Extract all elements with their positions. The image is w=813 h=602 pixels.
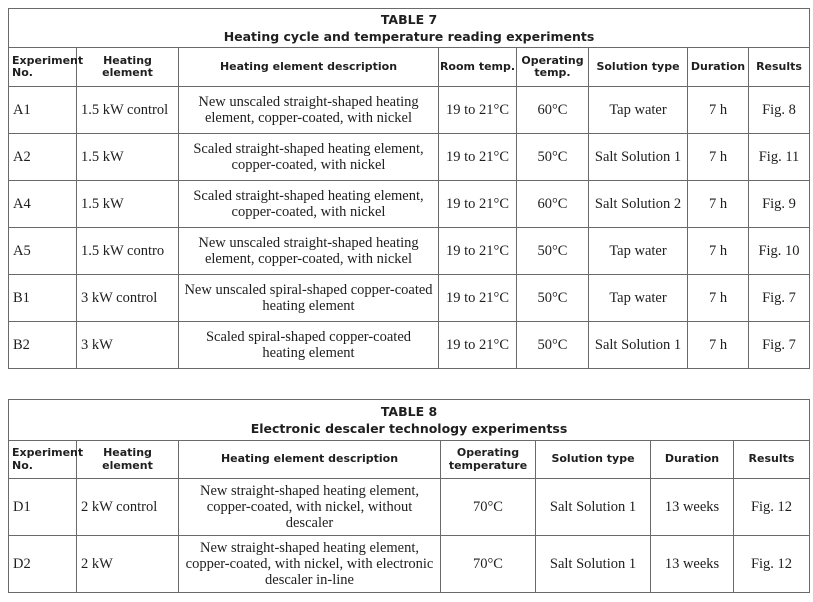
cell-heating-element: 1.5 kW: [77, 181, 179, 228]
header-row: [9, 48, 810, 87]
cell-room-temp: 19 to 21°C: [439, 134, 517, 181]
cell-results: Fig. 9: [749, 181, 810, 228]
col-header-description: Heating element description: [179, 441, 441, 479]
cell-operating-temp: 60°C: [517, 181, 589, 228]
cell-results: Fig. 7: [749, 275, 810, 322]
col-header-experiment-no: Experiment No.: [9, 441, 77, 479]
cell-experiment-no: A1: [9, 87, 77, 134]
cell-solution-type: Tap water: [589, 228, 688, 275]
col-header-duration: Duration: [651, 441, 734, 479]
col-header-results: Results: [749, 48, 810, 87]
col-header-results: Results: [734, 441, 810, 479]
col-header-duration: Duration: [688, 48, 749, 87]
table-row: [9, 181, 810, 228]
cell-experiment-no: A5: [9, 228, 77, 275]
table-caption: [9, 400, 810, 441]
cell-duration: 13 weeks: [651, 536, 734, 593]
cell-operating-temp: 50°C: [517, 275, 589, 322]
cell-heating-element: 1.5 kW contro: [77, 228, 179, 275]
cell-duration: 13 weeks: [651, 479, 734, 536]
cell-solution-type: Salt Solution 1: [589, 322, 688, 369]
table-subtitle: Heating cycle and temperature reading experiments: [223, 29, 595, 44]
cell-duration: 7 h: [688, 87, 749, 134]
header-row: [9, 441, 810, 479]
col-header-room-temp: Room temp.: [439, 48, 517, 87]
table-caption: [9, 9, 810, 48]
cell-description: Scaled straight-shaped heating element, copper-coated, with nickel: [179, 181, 439, 228]
cell-solution-type: Salt Solution 1: [536, 479, 651, 536]
cell-duration: 7 h: [688, 228, 749, 275]
cell-room-temp: 19 to 21°C: [439, 87, 517, 134]
cell-operating-temp: 60°C: [517, 87, 589, 134]
cell-experiment-no: A2: [9, 134, 77, 181]
cell-results: Fig. 12: [734, 536, 810, 593]
cell-operating-temp: 50°C: [517, 134, 589, 181]
cell-duration: 7 h: [688, 275, 749, 322]
cell-heating-element: 1.5 kW control: [77, 87, 179, 134]
col-header-operating-temp: Operating temp.: [517, 48, 589, 87]
table-row: [9, 275, 810, 322]
cell-operating-temperature: 70°C: [441, 536, 536, 593]
cell-experiment-no: A4: [9, 181, 77, 228]
cell-results: Fig. 8: [749, 87, 810, 134]
cell-solution-type: Salt Solution 2: [589, 181, 688, 228]
cell-description: New straight-shaped heating element, copper-coated, with nickel, without descaler: [179, 479, 441, 536]
cell-solution-type: Tap water: [589, 275, 688, 322]
cell-room-temp: 19 to 21°C: [439, 228, 517, 275]
table-8: [8, 399, 810, 593]
cell-description: New straight-shaped heating element, copper-coated, with nickel, with electronic descaler in-line: [179, 536, 441, 593]
cell-description: New unscaled straight-shaped heating element, copper-coated, with nickel: [179, 87, 439, 134]
cell-experiment-no: B2: [9, 322, 77, 369]
cell-description: Scaled straight-shaped heating element, copper-coated, with nickel: [179, 134, 439, 181]
col-header-solution-type: Solution type: [589, 48, 688, 87]
cell-description: New unscaled spiral-shaped copper-coated heating element: [179, 275, 439, 322]
table-caption-row: [9, 400, 810, 441]
table-row: [9, 134, 810, 181]
cell-room-temp: 19 to 21°C: [439, 322, 517, 369]
cell-heating-element: 3 kW control: [77, 275, 179, 322]
table-title: TABLE 7: [380, 12, 438, 27]
cell-experiment-no: D1: [9, 479, 77, 536]
col-header-solution-type: Solution type: [536, 441, 651, 479]
cell-experiment-no: B1: [9, 275, 77, 322]
cell-solution-type: Salt Solution 1: [589, 134, 688, 181]
cell-experiment-no: D2: [9, 536, 77, 593]
cell-solution-type: Salt Solution 1: [536, 536, 651, 593]
cell-operating-temp: 50°C: [517, 322, 589, 369]
table-row: [9, 322, 810, 369]
table-row: [9, 479, 810, 536]
col-header-heating-element: Heating element: [77, 441, 179, 479]
cell-operating-temperature: 70°C: [441, 479, 536, 536]
table-row: [9, 87, 810, 134]
cell-heating-element: 2 kW: [77, 536, 179, 593]
cell-results: Fig. 11: [749, 134, 810, 181]
table-title: TABLE 8: [380, 404, 438, 419]
col-header-heating-element: Heating element: [77, 48, 179, 87]
cell-description: New unscaled straight-shaped heating element, copper-coated, with nickel: [179, 228, 439, 275]
cell-heating-element: 1.5 kW: [77, 134, 179, 181]
cell-solution-type: Tap water: [589, 87, 688, 134]
cell-description: Scaled spiral-shaped copper-coated heating element: [179, 322, 439, 369]
table-row: [9, 228, 810, 275]
cell-duration: 7 h: [688, 134, 749, 181]
cell-heating-element: 2 kW control: [77, 479, 179, 536]
cell-duration: 7 h: [688, 181, 749, 228]
cell-results: Fig. 7: [749, 322, 810, 369]
table-caption-row: [9, 9, 810, 48]
col-header-experiment-no: Experiment No.: [9, 48, 77, 87]
col-header-description: Heating element description: [179, 48, 439, 87]
col-header-operating-temperature: Operating temperature: [441, 441, 536, 479]
table-7: [8, 8, 810, 369]
cell-heating-element: 3 kW: [77, 322, 179, 369]
cell-room-temp: 19 to 21°C: [439, 181, 517, 228]
cell-operating-temp: 50°C: [517, 228, 589, 275]
table-row: [9, 536, 810, 593]
cell-duration: 7 h: [688, 322, 749, 369]
cell-results: Fig. 10: [749, 228, 810, 275]
cell-room-temp: 19 to 21°C: [439, 275, 517, 322]
cell-results: Fig. 12: [734, 479, 810, 536]
table-subtitle: Electronic descaler technology experimentss: [250, 421, 568, 436]
